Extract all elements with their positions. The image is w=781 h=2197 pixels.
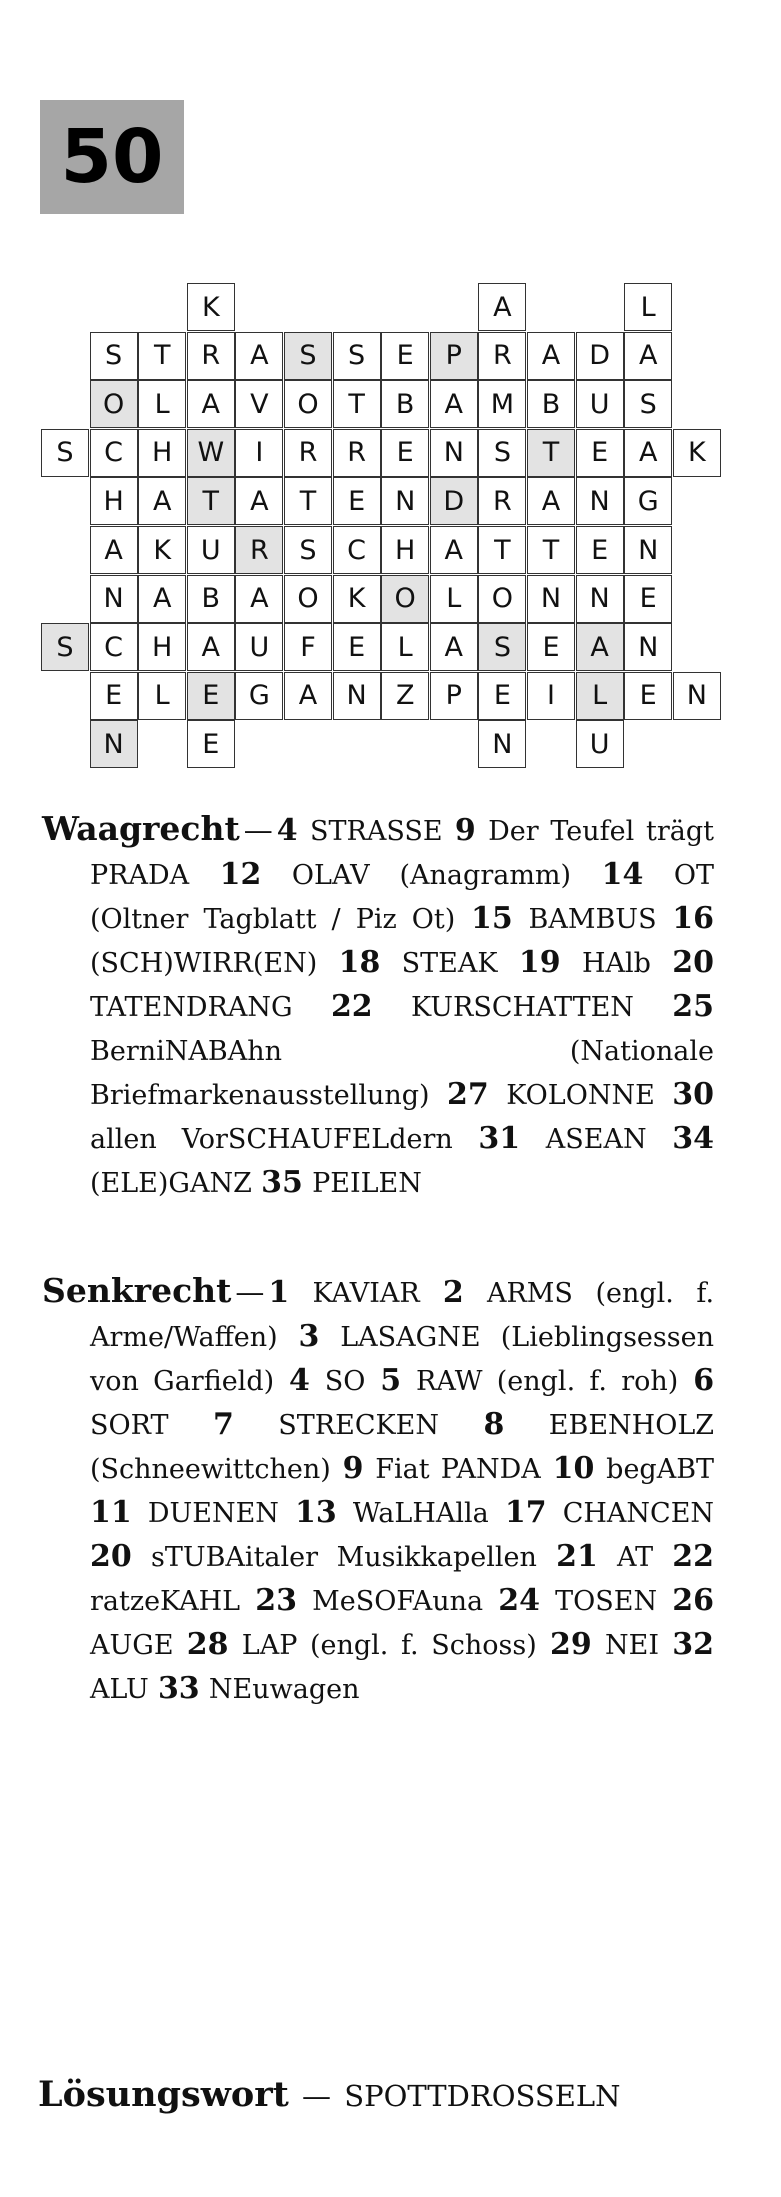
grid-cell: V <box>235 380 283 428</box>
clue-text: SO <box>324 1366 366 1397</box>
clue-number: 11 <box>90 1495 132 1530</box>
clue-text: STRASSE <box>309 816 443 847</box>
grid-cell: R <box>478 477 526 525</box>
across-clues <box>42 808 714 1205</box>
grid-cell: W <box>187 429 235 477</box>
clue-number: 22 <box>672 1539 715 1574</box>
clue-number: 33 <box>157 1671 200 1706</box>
clue-text: RAW (engl. f. roh) <box>416 1366 679 1397</box>
grid-cell: R <box>235 526 283 574</box>
grid-cell: P <box>430 672 478 720</box>
clue-text: LASAGNE (Lieblingsessen von Garfield) <box>90 1322 714 1397</box>
grid-cell: A <box>624 429 672 477</box>
grid-cell: E <box>333 477 381 525</box>
grid-cell: L <box>430 575 478 623</box>
grid-cell: S <box>284 526 332 574</box>
clue <box>277 813 443 847</box>
clue-text: sTUBAitaler Musikkapellen <box>150 1542 537 1573</box>
grid-cell: E <box>478 672 526 720</box>
puzzle-number: 50 <box>40 100 184 214</box>
clue-text: OT (Oltner Tagblatt / Piz Ot) <box>90 860 714 935</box>
grid-cell: S <box>41 429 89 477</box>
clue <box>90 1539 537 1573</box>
grid-cell: R <box>187 332 235 380</box>
grid-cell: E <box>381 332 429 380</box>
clue-number: 12 <box>219 857 262 892</box>
grid-cell: H <box>138 623 186 671</box>
clue-number: 30 <box>672 1077 715 1112</box>
clue-number: 13 <box>295 1495 337 1530</box>
clue-text: STRECKEN <box>278 1410 439 1441</box>
clue-text: (SCH)WIRR(EN) <box>90 948 318 979</box>
clue-text: Fiat PANDA <box>375 1454 541 1485</box>
clue-number: 29 <box>550 1627 592 1662</box>
grid-cell: E <box>90 672 138 720</box>
grid-cell: Z <box>381 672 429 720</box>
grid-cell: L <box>576 672 624 720</box>
solution-word: SPOTTDROSSELN <box>344 2079 621 2113</box>
clue-text: WaLHAlla <box>352 1498 489 1529</box>
clue <box>255 1583 483 1617</box>
grid-cell: T <box>333 380 381 428</box>
clue <box>478 1121 646 1155</box>
grid-cell: T <box>478 526 526 574</box>
grid-cell: S <box>333 332 381 380</box>
across-heading: Waagrecht <box>42 809 240 848</box>
grid-cell: T <box>138 332 186 380</box>
clue-text: OLAV (Anagramm) <box>291 860 572 891</box>
grid-cell: O <box>381 575 429 623</box>
grid-cell: N <box>624 526 672 574</box>
grid-cell: N <box>527 575 575 623</box>
clue <box>553 1451 714 1485</box>
clue-number: 25 <box>672 989 715 1024</box>
grid-cell: A <box>430 380 478 428</box>
clue-text: ARMS (engl. f. Arme/Waffen) <box>90 1278 715 1353</box>
grid-cell: T <box>527 429 575 477</box>
clue-number: 17 <box>504 1495 547 1530</box>
clue <box>213 1407 439 1441</box>
down-clues <box>42 1270 714 1711</box>
clue-number: 20 <box>672 945 714 980</box>
grid-cell: K <box>138 526 186 574</box>
grid-cell: A <box>187 623 235 671</box>
clue <box>331 989 634 1023</box>
down-clue-list <box>90 1275 714 1705</box>
grid-cell: N <box>673 672 721 720</box>
grid-cell: E <box>187 720 235 768</box>
grid-cell: A <box>284 672 332 720</box>
grid-cell: A <box>138 477 186 525</box>
clue-number: 31 <box>478 1121 521 1156</box>
grid-cell: E <box>333 623 381 671</box>
clue-text: EBENHOLZ (Schneewittchen) <box>90 1410 715 1485</box>
clue-number: 8 <box>483 1407 505 1442</box>
grid-cell: A <box>527 477 575 525</box>
grid-cell: T <box>527 526 575 574</box>
clue-number: 9 <box>454 813 476 848</box>
grid-cell: M <box>478 380 526 428</box>
grid-cell: D <box>430 477 478 525</box>
clue-text: BAMBUS <box>528 904 657 935</box>
grid-cell: U <box>235 623 283 671</box>
clue-number: 16 <box>672 901 715 936</box>
clue-number: 1 <box>268 1275 290 1310</box>
clue-number: 6 <box>693 1363 715 1398</box>
grid-cell: S <box>41 623 89 671</box>
clue-number: 23 <box>255 1583 297 1618</box>
clue-text: begABT <box>606 1454 715 1485</box>
clue-number: 4 <box>289 1363 310 1398</box>
grid-cell: I <box>527 672 575 720</box>
clue <box>447 1077 655 1111</box>
clue-text: allen VorSCHAUFELdern <box>90 1124 453 1155</box>
grid-cell: O <box>478 575 526 623</box>
grid-cell: A <box>430 623 478 671</box>
grid-cell: G <box>624 477 672 525</box>
clue <box>519 945 651 979</box>
clue-text: ratzeKAHL <box>90 1586 241 1617</box>
clue-number: 3 <box>298 1319 320 1354</box>
clue-number: 28 <box>186 1627 229 1662</box>
grid-cell: F <box>284 623 332 671</box>
grid-cell: H <box>90 477 138 525</box>
clue-number: 15 <box>471 901 513 936</box>
grid-cell: O <box>284 380 332 428</box>
grid-cell: I <box>235 429 283 477</box>
grid-cell: C <box>90 623 138 671</box>
grid-cell: L <box>138 380 186 428</box>
grid-cell: S <box>478 623 526 671</box>
clue-text: DUENEN <box>147 1498 279 1529</box>
grid-cell: A <box>576 623 624 671</box>
clue-number: 26 <box>672 1583 714 1618</box>
clue-number: 34 <box>672 1121 714 1156</box>
clue-text: CHANCEN <box>562 1498 715 1529</box>
grid-cell: A <box>430 526 478 574</box>
grid-cell: R <box>333 429 381 477</box>
down-heading: Senkrecht <box>42 1271 232 1310</box>
clue-text: BerniNABAhn (Nationale Briefmarkenausstellung) <box>90 1036 714 1111</box>
clue <box>220 857 571 891</box>
clue <box>471 901 657 935</box>
grid-cell: A <box>90 526 138 574</box>
clue-number: 18 <box>338 945 381 980</box>
grid-cell: B <box>381 380 429 428</box>
clue <box>268 1275 419 1309</box>
clue-number: 35 <box>261 1165 303 1200</box>
clue-number: 20 <box>90 1539 132 1574</box>
grid-cell: L <box>624 283 672 331</box>
grid-cell: O <box>90 380 138 428</box>
clue <box>339 945 498 979</box>
clue-text: KAVIAR <box>312 1278 420 1309</box>
grid-cell: A <box>235 332 283 380</box>
clue-text: KOLONNE <box>506 1080 655 1111</box>
grid-cell: E <box>381 429 429 477</box>
grid-cell: C <box>333 526 381 574</box>
grid-cell: H <box>138 429 186 477</box>
clue-text: NEI <box>605 1630 659 1661</box>
grid-cell: E <box>187 672 235 720</box>
clue-number: 27 <box>447 1077 489 1112</box>
down-dash: — <box>235 1275 265 1309</box>
grid-cell: E <box>624 672 672 720</box>
grid-cell: N <box>624 623 672 671</box>
grid-cell: H <box>381 526 429 574</box>
clue-text: TOSEN <box>555 1586 658 1617</box>
grid-cell: U <box>576 380 624 428</box>
clue-text: PEILEN <box>312 1168 422 1199</box>
clue <box>498 1583 657 1617</box>
clue-text: HAlb <box>581 948 651 979</box>
grid-cell: T <box>284 477 332 525</box>
grid-cell: L <box>138 672 186 720</box>
grid-cell: A <box>235 477 283 525</box>
grid-cell: G <box>235 672 283 720</box>
grid-cell: B <box>187 575 235 623</box>
grid-cell: A <box>624 332 672 380</box>
grid-cell: L <box>381 623 429 671</box>
grid-cell: N <box>90 720 138 768</box>
grid-cell: N <box>430 429 478 477</box>
clue-text: (ELE)GANZ <box>90 1168 252 1199</box>
clue <box>505 1495 714 1529</box>
grid-cell: E <box>576 526 624 574</box>
clue-text: STEAK <box>401 948 498 979</box>
clue-number: 2 <box>442 1275 464 1310</box>
grid-cell: S <box>284 332 332 380</box>
clue-number: 21 <box>556 1539 598 1574</box>
clue <box>556 1539 653 1573</box>
clue <box>295 1495 489 1529</box>
clue-text: MeSOFAuna <box>312 1586 484 1617</box>
grid-cell: A <box>527 332 575 380</box>
clue-number: 5 <box>380 1363 402 1398</box>
clue-text: ASEAN <box>545 1124 647 1155</box>
clue-text: LAP (engl. f. Schoss) <box>241 1630 537 1661</box>
clue-text: NEuwagen <box>208 1674 360 1705</box>
solution-heading: Lösungswort <box>38 2074 289 2115</box>
clue-number: 7 <box>212 1407 234 1442</box>
grid-cell: T <box>187 477 235 525</box>
clue-text: ALU <box>90 1674 149 1705</box>
grid-cell: N <box>381 477 429 525</box>
grid-cell: U <box>187 526 235 574</box>
clue-number: 19 <box>518 945 561 980</box>
grid-cell: S <box>624 380 672 428</box>
grid-cell: N <box>576 575 624 623</box>
clue-text: KURSCHATTEN <box>411 992 634 1023</box>
clue <box>289 1363 365 1397</box>
grid-cell: A <box>478 283 526 331</box>
across-clue-list <box>90 813 714 1199</box>
grid-cell: N <box>90 575 138 623</box>
clue-text: SORT <box>90 1410 169 1441</box>
grid-cell: R <box>284 429 332 477</box>
clue-text: AUGE <box>90 1630 174 1661</box>
grid-cell: D <box>576 332 624 380</box>
grid-cell: O <box>284 575 332 623</box>
grid-cell: N <box>576 477 624 525</box>
clue-number: 32 <box>672 1627 714 1662</box>
grid-cell: K <box>333 575 381 623</box>
clue <box>187 1627 537 1661</box>
grid-cell: U <box>576 720 624 768</box>
grid-cell: E <box>576 429 624 477</box>
clue <box>380 1363 678 1397</box>
clue <box>261 1165 422 1199</box>
clue <box>158 1671 360 1705</box>
grid-cell: N <box>478 720 526 768</box>
clue-text: TATENDRANG <box>90 992 293 1023</box>
grid-cell: A <box>235 575 283 623</box>
clue <box>550 1627 659 1661</box>
clue-text: Der Teufel trägt PRADA <box>90 816 714 891</box>
solution-dash: — <box>302 2079 332 2113</box>
grid-cell: B <box>527 380 575 428</box>
grid-cell: E <box>624 575 672 623</box>
grid-cell: C <box>90 429 138 477</box>
across-dash: — <box>243 813 273 847</box>
grid-cell: S <box>478 429 526 477</box>
grid-cell: N <box>333 672 381 720</box>
clue-number: 22 <box>330 989 373 1024</box>
clue-text: AT <box>617 1542 654 1573</box>
clue-number: 14 <box>601 857 644 892</box>
clue <box>343 1451 541 1485</box>
grid-cell: A <box>138 575 186 623</box>
grid-cell: R <box>478 332 526 380</box>
grid-cell: P <box>430 332 478 380</box>
grid-cell: E <box>527 623 575 671</box>
grid-cell: K <box>187 283 235 331</box>
grid-cell: S <box>90 332 138 380</box>
clue <box>90 1495 279 1529</box>
clue-number: 10 <box>552 1451 595 1486</box>
solution-line <box>38 2074 621 2115</box>
grid-cell: K <box>673 429 721 477</box>
clue-number: 9 <box>342 1451 364 1486</box>
grid-cell: A <box>187 380 235 428</box>
clue-number: 4 <box>276 813 298 848</box>
clue-number: 24 <box>498 1583 541 1618</box>
